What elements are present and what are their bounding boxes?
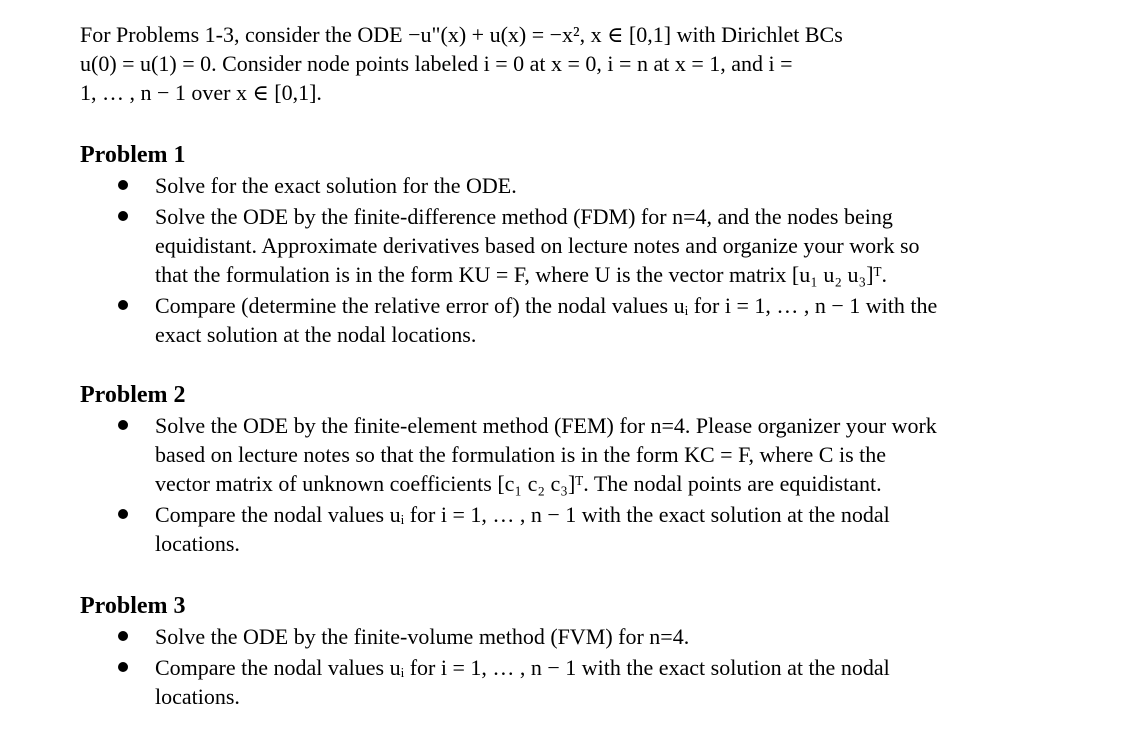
- item-line: Compare the nodal values uᵢ for i = 1, … , n − 1 with the exact solution at the nodal: [155, 502, 890, 527]
- item-line: based on lecture notes so that the formulation is in the form KC = F, where C is the: [155, 442, 887, 467]
- item-line: locations.: [155, 684, 240, 709]
- bullet-icon: [118, 631, 128, 641]
- problem-3-list: [80, 622, 1080, 711]
- list-item: [80, 202, 1080, 289]
- list-item: [80, 291, 1080, 349]
- intro-line: u(0) = u(1) = 0. Consider node points labeled i = 0 at x = 0, i = n at x = 1, and i =: [80, 51, 793, 76]
- bullet-icon: [118, 509, 128, 519]
- problem-2-section: [80, 379, 1080, 558]
- item-line: Solve the ODE by the finite-element method (FEM) for n=4. Please organizer your work: [155, 413, 937, 438]
- item-line: equidistant. Approximate derivatives based on lecture notes and organize your work so: [155, 233, 920, 258]
- item-line: Solve for the exact solution for the ODE.: [155, 173, 517, 198]
- item-line: Solve the ODE by the finite-volume method (FVM) for n=4.: [155, 624, 690, 649]
- problem-3-section: [80, 590, 1080, 711]
- item-line: Compare (determine the relative error of) the nodal values uᵢ for i = 1, … , n − 1 with the: [155, 293, 938, 318]
- bullet-icon: [118, 211, 128, 221]
- list-item: [80, 622, 1080, 651]
- problem-1-section: [80, 139, 1080, 349]
- list-item: [80, 653, 1080, 711]
- item-line: Solve the ODE by the finite-difference method (FDM) for n=4, and the nodes being: [155, 204, 893, 229]
- list-item: [80, 171, 1080, 200]
- bullet-icon: [118, 180, 128, 190]
- intro-line: 1, … , n − 1 over x ∈ [0,1].: [80, 80, 322, 105]
- intro-paragraph: [80, 20, 1080, 107]
- bullet-icon: [118, 662, 128, 672]
- problem-1-heading: Problem 1: [80, 142, 186, 168]
- list-item: [80, 500, 1080, 558]
- problem-1-list: [80, 171, 1080, 349]
- problem-3-heading: Problem 3: [80, 593, 186, 619]
- bullet-icon: [118, 420, 128, 430]
- item-line: Compare the nodal values uᵢ for i = 1, … , n − 1 with the exact solution at the nodal: [155, 655, 890, 680]
- item-line: locations.: [155, 531, 240, 556]
- bullet-icon: [118, 300, 128, 310]
- item-line: exact solution at the nodal locations.: [155, 322, 477, 347]
- problem-2-heading: Problem 2: [80, 382, 186, 408]
- intro-line: For Problems 1-3, consider the ODE −u"(x) + u(x) = −x², x ∈ [0,1] with Dirichlet BCs: [80, 22, 843, 47]
- problem-2-list: [80, 411, 1080, 558]
- list-item: [80, 411, 1080, 498]
- item-line: that the formulation is in the form KU = F, where U is the vector matrix [u₁ u₂ u₃]ᵀ.: [155, 262, 888, 287]
- item-line: vector matrix of unknown coefficients [c₁ c₂ c₃]ᵀ. The nodal points are equidistant.: [155, 471, 882, 496]
